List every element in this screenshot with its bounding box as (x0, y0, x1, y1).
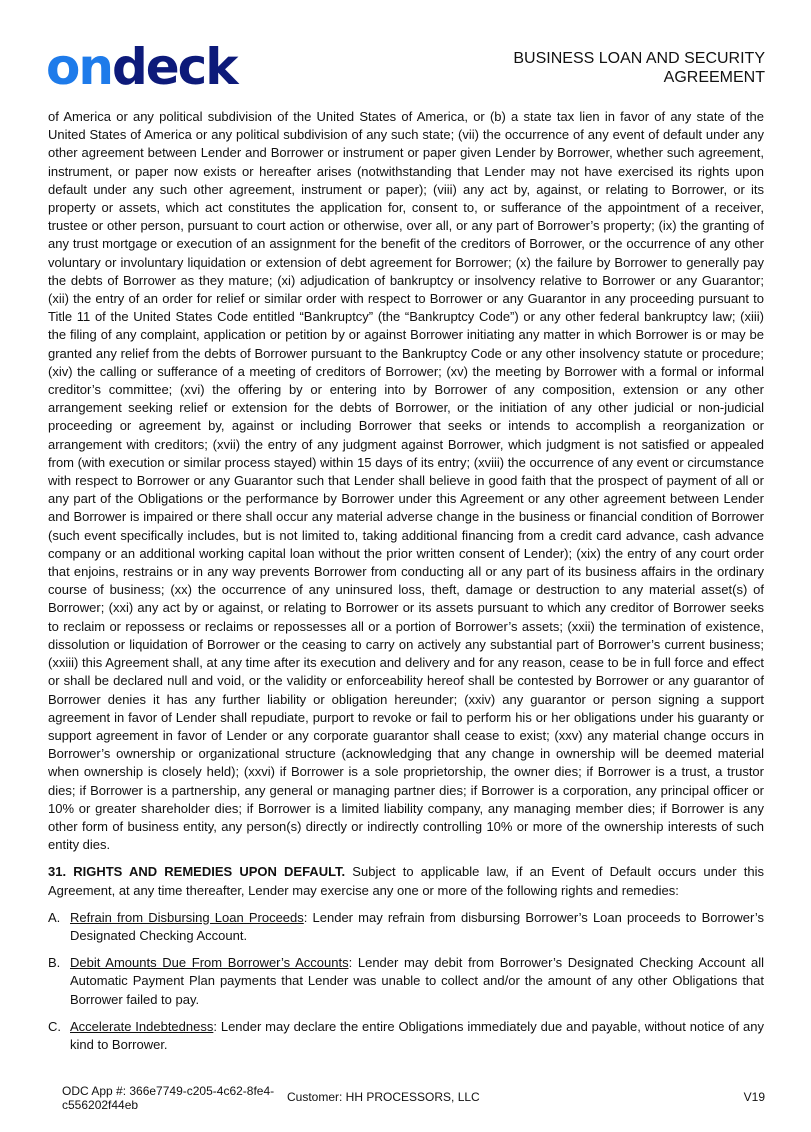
item-text: : Lender may debit from Borrower’s Designated Checking Account all Automatic Payment Plan payments that Lender was unable to collect and/or the amount of any other Obligations that Borrower failed to pay. (70, 955, 765, 1007)
footer-customer: Customer: HH PROCESSORS, LLC (287, 1090, 480, 1105)
section-31-heading: 31. RIGHTS AND REMEDIES UPON DEFAULT. (48, 864, 346, 880)
page-footer (62, 1084, 765, 1112)
logo-deck: deck (111, 38, 237, 96)
document-body (48, 108, 764, 1054)
item-letter: B. (48, 955, 61, 971)
section-31 (48, 863, 764, 899)
remedy-item (48, 954, 764, 1009)
item-title: Accelerate Indebtedness (70, 1018, 214, 1034)
section-31-text: Subject to applicable law, if an Event of Default occurs under this Agreement, at any time thereafter, Lender may exercise any one or more of the following rights and remedies: (48, 864, 764, 898)
footer-version: V19 (743, 1090, 765, 1105)
item-title: Refrain from Disbursing Loan Proceeds (70, 909, 304, 925)
item-text: : Lender may declare the entire Obligations immediately due and payable, without notice of any kind to Borrower. (70, 1018, 764, 1052)
footer-app-number: ODC App #: 366e7749-c205-4c62-8fe4-c556202f44eb (62, 1084, 275, 1113)
title-line-2: AGREEMENT (663, 69, 765, 86)
remedy-item (48, 909, 764, 945)
ondeck-logo (46, 38, 237, 96)
page-header (0, 0, 811, 108)
logo-on: on (46, 38, 112, 96)
title-line-1: BUSINESS LOAN AND SECURITY (513, 50, 765, 67)
events-of-default-continuation: of America or any political subdivision of the United States of America, or (b) a state tax lien in favor of any state of the United States of America or any political subdivision of any such state; (vii) the occurrence of any event of default under any other agreement between Lender and Borrower or instrument or paper given Lender by Borrower, whether such agreement, instrument, or paper now exists or hereafter arises (notwithstanding that Lender may not have exercised its rights upon default under any such other agreement, instrument or paper); (viii) any act by, against, or relating to Borrower, or its property or assets, which act constitutes the application for, consent to, or sufferance of the appointment of a receiver, trustee or other person, pursuant to court action or otherwise, over all, or any part of Borrower’s property; (ix) the granting of any trust mortgage or execution of an assignment for the benefit of the creditors of Borrower, or the occurrence of any other voluntary or involuntary liquidation or extension of debt agreement for Borrower; (x) the failure by Borrower to generally pay the debts of Borrower as they mature; (xi) adjudication of bankruptcy or insolvency relative to Borrower or any Guarantor; (xii) the entry of an order for relief or similar order with respect to Borrower or any Guarantor in any proceeding pursuant to Title 11 of the United States Code entitled “Bankruptcy” (the “Bankruptcy Code”) or any other federal bankruptcy law; (xiii) the filing of any complaint, application or petition by or against Borrower initiating any matter in which Borrower is or may be granted any relief from the debts of Borrower pursuant to the Bankruptcy Code or any other insolvency statute or procedure; (xiv) the calling or sufferance of a meeting of creditors of Borrower; (xv) the meeting by Borrower with a formal or informal creditor’s committee; (xvi) the offering by or entering into by Borrower of any composition, extension or any other arrangement seeking relief or extension for the debts of Borrower, or the initiation of any other judicial or non-judicial proceeding or agreement by, against or including Borrower that seeks or intends to accomplish a reorganization or arrangement with creditors; (xvii) the entry of any judgment against Borrower, which judgment is not satisfied or appealed from (with execution or similar process stayed) within 15 days of its entry; (xviii) the occurrence of any event or circumstance with respect to Borrower or any Guarantor such that Lender shall believe in good faith that the prospect of payment of all or any part of the Obligations or the performance by Borrower under this Agreement or any other agreement between Lender and Borrower is impaired or there shall occur any material adverse change in the business or financial condition of Borrower (such event specifically includes, but is not limited to, taking additional financing from a credit card advance, cash advance company or an additional working capital loan without the prior written consent of Lender); (xix) the entry of any court order that enjoins, restrains or in any way prevents Borrower from conducting all or any part of its business affairs in the ordinary course of business; (xx) the occurrence of any uninsured loss, theft, damage or destruction to any material asset(s) of Borrower; (xxi) any act by or against, or relating to Borrower or its assets pursuant to which any creditor of Borrower seeks to reclaim or repossess or reclaims or repossesses all or a portion of Borrower’s assets; (xxii) the termination of existence, dissolution or liquidation of Borrower or the ceasing to carry on actively any substantial part of Borrower’s current business; (xxiii) this Agreement shall, at any time after its execution and delivery and for any reason, cease to be in full force and effect or shall be declared null and void, or the validity or enforceability hereof shall be contested by Borrower or any guarantor of Borrower denies it has any further liability or obligation hereunder; (xxiv) any guarantor or person signing a support agreement in favor of Lender shall repudiate, purport to revoke or fail to perform his or her obligations under his guaranty or support agreement in favor of Lender or any corporate guarantor shall cease to exist; (xxv) any material change occurs in Borrower’s ownership or organizational structure (acknowledging that any change in ownership will be deemed material when ownership is closely held); (xxvi) if Borrower is a sole proprietorship, the owner dies; if Borrower is a trust, a trustor dies; if Borrower is a partnership, any general or managing partner dies; if Borrower is a corporation, any principal officer or 10% or greater shareholder dies; if Borrower is a limited liability company, any managing member dies; if Borrower is any other form of business entity, any person(s) directly or indirectly controlling 10% or more of the ownership interests of such entity dies. (48, 109, 764, 853)
document-title (513, 49, 765, 87)
item-letter: A. (48, 909, 61, 925)
item-text: : Lender may refrain from disbursing Borrower’s Loan proceeds to Borrower’s Designated Checking Account. (70, 909, 765, 943)
remedy-item (48, 1018, 764, 1054)
item-letter: C. (48, 1018, 61, 1034)
item-title: Debit Amounts Due From Borrower’s Accounts (70, 955, 349, 971)
